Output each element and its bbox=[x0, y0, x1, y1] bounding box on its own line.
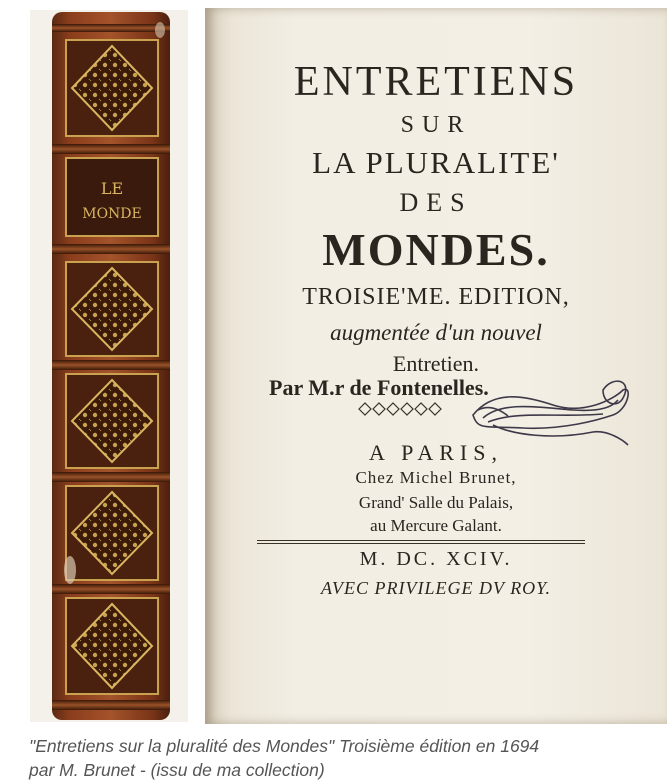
title-page-photo bbox=[205, 8, 667, 724]
publisher-line: Chez Michel Brunet, bbox=[355, 468, 517, 487]
ink-scribble-icon bbox=[463, 370, 638, 450]
book-spine-photo bbox=[30, 10, 188, 722]
title-line-des: DES bbox=[399, 188, 473, 217]
ornament-icon bbox=[357, 400, 447, 418]
place-line: A PARIS, bbox=[368, 440, 503, 465]
spine-panel-1 bbox=[66, 40, 158, 136]
title-line-entretiens: ENTRETIENS bbox=[293, 59, 579, 105]
title-line-sur: SUR bbox=[400, 112, 472, 138]
spine-panel-4 bbox=[66, 486, 158, 580]
divider bbox=[257, 543, 585, 544]
spine-panel-5 bbox=[66, 598, 158, 694]
title-line-mondes: MONDES. bbox=[322, 224, 550, 275]
spine-panel-3 bbox=[66, 374, 158, 468]
author-line: Par M.r de Fontenelles. bbox=[269, 375, 489, 400]
spine-title-label bbox=[66, 158, 158, 236]
entretien-line: Entretien. bbox=[392, 351, 480, 376]
caption-line-1: "Entretiens sur la pluralité des Mondes" Troisième édition en 1694 bbox=[29, 736, 540, 756]
photo-caption bbox=[29, 734, 669, 782]
svg-text:LE: LE bbox=[100, 179, 124, 198]
date-line: M. DC. XCIV. bbox=[359, 548, 513, 570]
svg-text:MONDE: MONDE bbox=[82, 206, 142, 222]
divider bbox=[257, 540, 585, 541]
title-line-pluralite: LA PLURALITE' bbox=[312, 145, 560, 180]
shop-sign-line: au Mercure Galant. bbox=[370, 516, 502, 535]
edition-line: TROISIE'ME. EDITION, bbox=[302, 284, 570, 310]
augmented-line: augmentée d'un nouvel bbox=[330, 320, 542, 345]
address-line: Grand' Salle du Palais, bbox=[358, 493, 514, 512]
privilege-line: AVEC PRIVILEGE DV ROY. bbox=[320, 578, 552, 598]
caption-line-2: par M. Brunet - (issu de ma collection) bbox=[29, 760, 325, 780]
spine-panel-2 bbox=[66, 262, 158, 356]
